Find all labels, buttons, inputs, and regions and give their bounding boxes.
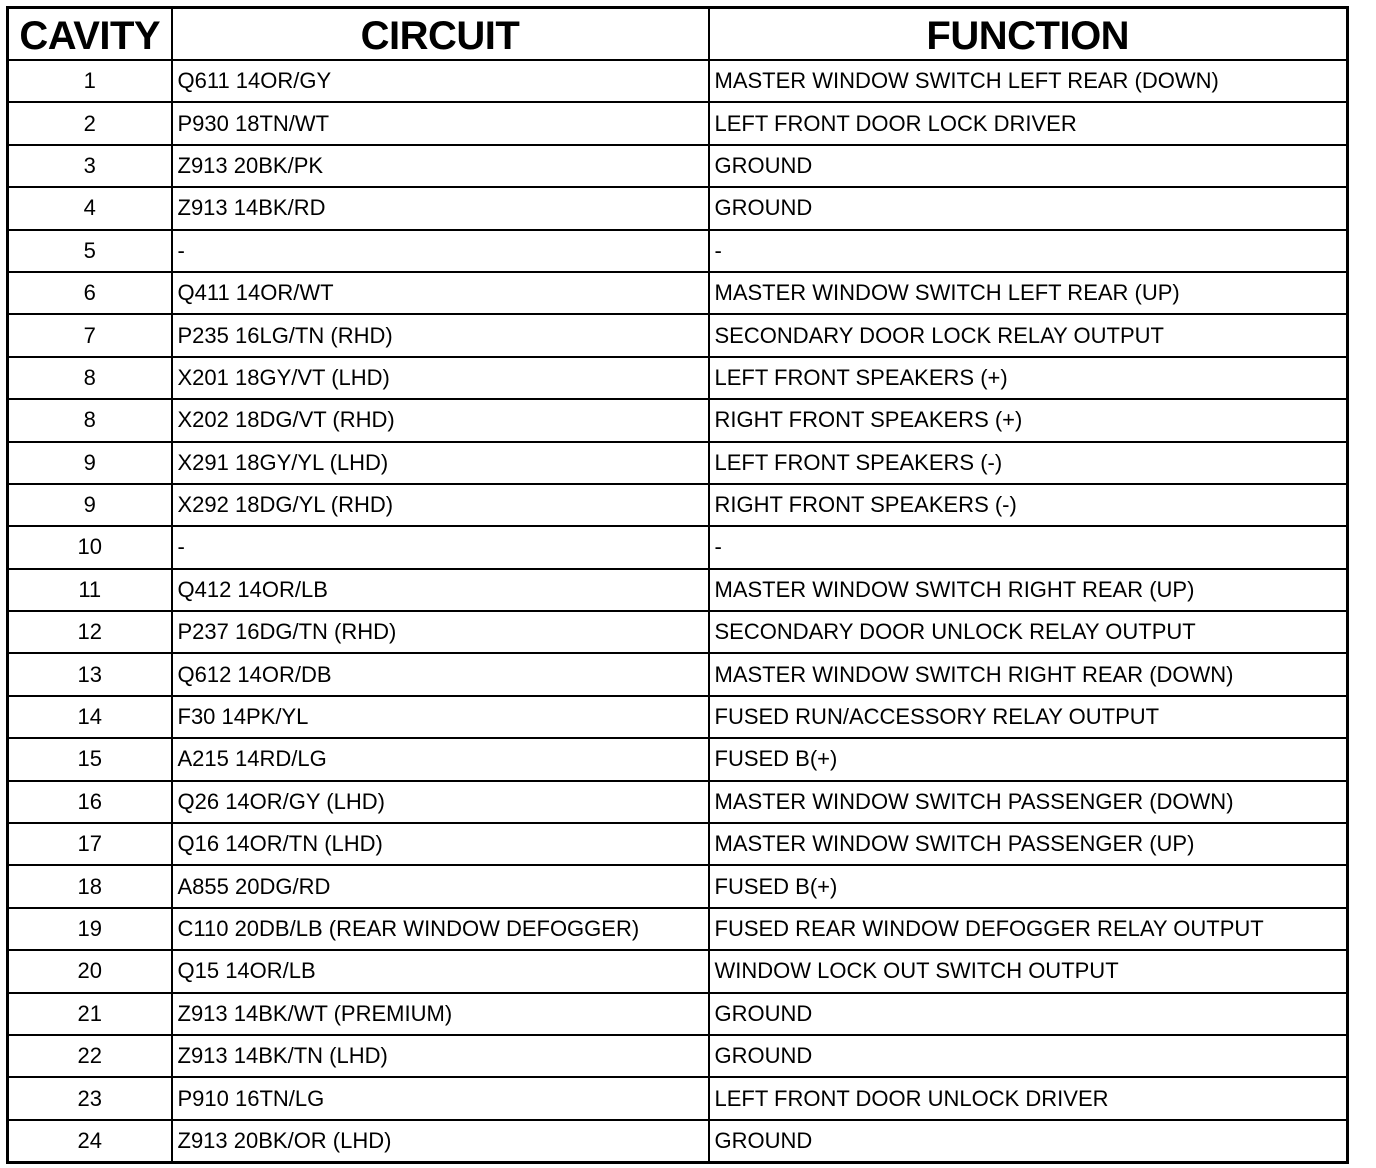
table-row: [8, 442, 1348, 484]
table-row: [8, 611, 1348, 653]
function-cell: MASTER WINDOW SWITCH LEFT REAR (DOWN): [709, 60, 1348, 102]
function-cell: -: [709, 230, 1348, 272]
circuit-cell: Q15 14OR/LB: [172, 950, 709, 992]
circuit-column-header: CIRCUIT: [172, 8, 709, 61]
cavity-column-header: CAVITY: [8, 8, 172, 61]
function-cell: RIGHT FRONT SPEAKERS (+): [709, 399, 1348, 441]
circuit-cell: X202 18DG/VT (RHD): [172, 399, 709, 441]
cavity-cell: 7: [8, 314, 172, 356]
cavity-cell: 8: [8, 357, 172, 399]
circuit-cell: Z913 14BK/TN (LHD): [172, 1035, 709, 1077]
function-cell: GROUND: [709, 993, 1348, 1035]
function-cell: GROUND: [709, 1120, 1348, 1163]
cavity-cell: 9: [8, 442, 172, 484]
table-row: [8, 1035, 1348, 1077]
function-cell: MASTER WINDOW SWITCH RIGHT REAR (UP): [709, 569, 1348, 611]
table-row: [8, 314, 1348, 356]
cavity-cell: 8: [8, 399, 172, 441]
circuit-cell: A855 20DG/RD: [172, 865, 709, 907]
table-row: [8, 526, 1348, 568]
cavity-cell: 4: [8, 187, 172, 229]
cavity-cell: 22: [8, 1035, 172, 1077]
cavity-cell: 16: [8, 781, 172, 823]
table-row: [8, 60, 1348, 102]
table-row: [8, 865, 1348, 907]
function-cell: GROUND: [709, 145, 1348, 187]
circuit-cell: Q26 14OR/GY (LHD): [172, 781, 709, 823]
function-cell: FUSED B(+): [709, 865, 1348, 907]
cavity-cell: 23: [8, 1077, 172, 1119]
cavity-cell: 5: [8, 230, 172, 272]
cavity-cell: 12: [8, 611, 172, 653]
table-row: [8, 484, 1348, 526]
function-cell: GROUND: [709, 187, 1348, 229]
circuit-cell: Z913 20BK/PK: [172, 145, 709, 187]
circuit-cell: F30 14PK/YL: [172, 696, 709, 738]
circuit-cell: P235 16LG/TN (RHD): [172, 314, 709, 356]
cavity-cell: 9: [8, 484, 172, 526]
table-row: [8, 781, 1348, 823]
circuit-cell: Q612 14OR/DB: [172, 653, 709, 695]
circuit-cell: Z913 20BK/OR (LHD): [172, 1120, 709, 1163]
function-cell: SECONDARY DOOR LOCK RELAY OUTPUT: [709, 314, 1348, 356]
table-row: [8, 272, 1348, 314]
table-row: [8, 1120, 1348, 1163]
function-cell: RIGHT FRONT SPEAKERS (-): [709, 484, 1348, 526]
table-row: [8, 950, 1348, 992]
table-row: [8, 653, 1348, 695]
circuit-cell: Z913 14BK/RD: [172, 187, 709, 229]
circuit-cell: X201 18GY/VT (LHD): [172, 357, 709, 399]
cavity-cell: 17: [8, 823, 172, 865]
function-cell: MASTER WINDOW SWITCH PASSENGER (DOWN): [709, 781, 1348, 823]
table-row: [8, 145, 1348, 187]
cavity-cell: 11: [8, 569, 172, 611]
table-header: [8, 8, 1348, 61]
function-cell: LEFT FRONT DOOR UNLOCK DRIVER: [709, 1077, 1348, 1119]
circuit-cell: Q611 14OR/GY: [172, 60, 709, 102]
circuit-cell: P237 16DG/TN (RHD): [172, 611, 709, 653]
table-row: [8, 102, 1348, 144]
function-cell: FUSED RUN/ACCESSORY RELAY OUTPUT: [709, 696, 1348, 738]
cavity-cell: 2: [8, 102, 172, 144]
table-row: [8, 357, 1348, 399]
circuit-cell: X292 18DG/YL (RHD): [172, 484, 709, 526]
function-cell: -: [709, 526, 1348, 568]
table-row: [8, 230, 1348, 272]
function-column-header: FUNCTION: [709, 8, 1348, 61]
circuit-cell: Z913 14BK/WT (PREMIUM): [172, 993, 709, 1035]
circuit-cell: A215 14RD/LG: [172, 738, 709, 780]
function-cell: GROUND: [709, 1035, 1348, 1077]
circuit-cell: -: [172, 230, 709, 272]
circuit-cell: X291 18GY/YL (LHD): [172, 442, 709, 484]
circuit-cell: -: [172, 526, 709, 568]
cavity-cell: 1: [8, 60, 172, 102]
cavity-cell: 24: [8, 1120, 172, 1163]
function-cell: LEFT FRONT DOOR LOCK DRIVER: [709, 102, 1348, 144]
circuit-cell: Q16 14OR/TN (LHD): [172, 823, 709, 865]
cavity-cell: 20: [8, 950, 172, 992]
connector-pinout-table: [6, 6, 1349, 1164]
circuit-cell: Q411 14OR/WT: [172, 272, 709, 314]
cavity-cell: 6: [8, 272, 172, 314]
cavity-cell: 10: [8, 526, 172, 568]
circuit-cell: P930 18TN/WT: [172, 102, 709, 144]
table-row: [8, 738, 1348, 780]
function-cell: FUSED B(+): [709, 738, 1348, 780]
function-cell: MASTER WINDOW SWITCH RIGHT REAR (DOWN): [709, 653, 1348, 695]
table-row: [8, 908, 1348, 950]
table-row: [8, 696, 1348, 738]
header-row: [8, 8, 1348, 61]
cavity-cell: 19: [8, 908, 172, 950]
table-row: [8, 993, 1348, 1035]
function-cell: FUSED REAR WINDOW DEFOGGER RELAY OUTPUT: [709, 908, 1348, 950]
table-row: [8, 1077, 1348, 1119]
cavity-cell: 21: [8, 993, 172, 1035]
connector-pinout-table-container: [6, 6, 1346, 1160]
cavity-cell: 13: [8, 653, 172, 695]
cavity-cell: 18: [8, 865, 172, 907]
function-cell: LEFT FRONT SPEAKERS (-): [709, 442, 1348, 484]
circuit-cell: C110 20DB/LB (REAR WINDOW DEFOGGER): [172, 908, 709, 950]
table-row: [8, 187, 1348, 229]
cavity-cell: 14: [8, 696, 172, 738]
function-cell: LEFT FRONT SPEAKERS (+): [709, 357, 1348, 399]
function-cell: SECONDARY DOOR UNLOCK RELAY OUTPUT: [709, 611, 1348, 653]
function-cell: MASTER WINDOW SWITCH PASSENGER (UP): [709, 823, 1348, 865]
table-body: [8, 60, 1348, 1163]
circuit-cell: Q412 14OR/LB: [172, 569, 709, 611]
table-row: [8, 569, 1348, 611]
function-cell: MASTER WINDOW SWITCH LEFT REAR (UP): [709, 272, 1348, 314]
cavity-cell: 3: [8, 145, 172, 187]
cavity-cell: 15: [8, 738, 172, 780]
circuit-cell: P910 16TN/LG: [172, 1077, 709, 1119]
table-row: [8, 399, 1348, 441]
table-row: [8, 823, 1348, 865]
function-cell: WINDOW LOCK OUT SWITCH OUTPUT: [709, 950, 1348, 992]
